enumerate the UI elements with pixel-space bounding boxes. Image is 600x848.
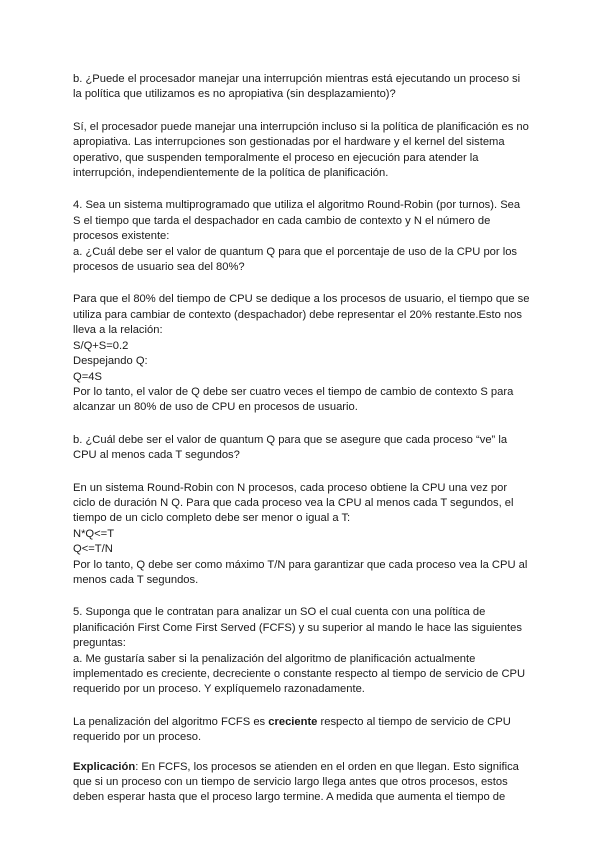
text-line: planificación First Come First Served (FCFS) y su superior al mando le hace las siguientes bbox=[73, 621, 522, 634]
text-line: requerido por un proceso. bbox=[73, 731, 202, 744]
text-line: Por lo tanto, el valor de Q debe ser cuatro veces el tiempo de cambio de contexto S para bbox=[73, 385, 514, 398]
text-line: tiempo de un ciclo completo debe ser menor o igual a T: bbox=[73, 512, 351, 525]
text-line: b. ¿Puede el procesador manejar una interrupción mientras está ejecutando un proceso si bbox=[73, 73, 521, 85]
text-line bbox=[73, 715, 533, 730]
formula: Q=4S bbox=[73, 370, 102, 383]
question-4b-processor bbox=[73, 72, 533, 103]
text-line: ciclo de duración N Q. Para que cada proceso vea la CPU al menos cada T segundos, el bbox=[73, 496, 514, 509]
answer-4b bbox=[73, 481, 533, 589]
text-line: procesos existente: bbox=[73, 230, 170, 243]
answer-4b-processor bbox=[73, 120, 533, 182]
text-line: 4. Sea un sistema multiprogramado que utiliza el algoritmo Round-Robin (por turnos). Sea bbox=[73, 199, 521, 212]
formula: S/Q+S=0.2 bbox=[73, 339, 129, 352]
text-line: b. ¿Cuál debe ser el valor de quantum Q para que se asegure que cada proceso “ve” la bbox=[73, 433, 508, 446]
formula: Q<=T/N bbox=[73, 543, 113, 556]
question-5 bbox=[73, 605, 533, 697]
text-run: : En FCFS, los procesos se atienden en el orden en que llegan. Esto significa bbox=[135, 760, 519, 773]
text-line: a. ¿Cuál debe ser el valor de quantum Q para que el porcentaje de uso de la CPU por los bbox=[73, 245, 518, 258]
text-line: utiliza para cambiar de contexto (despachador) debe representar el 20% restante.Esto nos bbox=[73, 308, 523, 321]
text-line: Sí, el procesador puede manejar una interrupción incluso si la política de planificación es no bbox=[73, 120, 529, 133]
question-4b bbox=[73, 433, 533, 464]
bold-term: creciente bbox=[268, 715, 318, 728]
text-line: S el tiempo que tarda el despachador en cada cambio de contexto y N el número de bbox=[73, 214, 491, 227]
text-line: requerido por un proceso. Y explíquemelo razonadamente. bbox=[73, 683, 365, 696]
explanation bbox=[73, 760, 533, 806]
text-line: la política que utilizamos es no apropiativa (sin desplazamiento)? bbox=[73, 88, 396, 101]
text-line: implementado es creciente, decreciente o constante respecto al tiempo de servicio de CPU bbox=[73, 668, 526, 680]
text-line bbox=[73, 760, 533, 775]
answer-5a bbox=[73, 715, 533, 746]
document-body bbox=[73, 72, 533, 806]
text-line: a. Me gustaría saber si la penalización del algoritmo de planificación actualmente bbox=[73, 652, 476, 665]
text-line: Para que el 80% del tiempo de CPU se dedique a los procesos de usuario, el tiempo que se bbox=[73, 293, 530, 306]
text-line: lleva a la relación: bbox=[73, 324, 163, 337]
formula: N*Q<=T bbox=[73, 527, 115, 540]
text-line: que si un proceso con un tiempo de servicio largo llega antes que otros procesos, estos bbox=[73, 776, 508, 789]
text-line: operativo, que suspenden temporalmente el proceso en ejecución para atender la bbox=[73, 151, 479, 164]
question-4 bbox=[73, 198, 533, 275]
text-line: alcanzar un 80% de uso de CPU en procesos de usuario. bbox=[73, 401, 358, 414]
text-line: 5. Suponga que le contratan para analizar un SO el cual cuenta con una política de bbox=[73, 606, 486, 619]
text-line: interrupción, independientemente de la política de planificación. bbox=[73, 167, 389, 180]
text-line: deben esperar hasta que el proceso largo termine. A medida que aumenta el tiempo de bbox=[73, 791, 506, 804]
text-line: preguntas: bbox=[73, 637, 126, 650]
text-run: La penalización del algoritmo FCFS es bbox=[73, 715, 269, 728]
text-run: respecto al tiempo de servicio de CPU bbox=[317, 715, 511, 728]
text-line: Despejando Q: bbox=[73, 355, 148, 368]
text-line: menos cada T segundos. bbox=[73, 573, 199, 586]
text-line: apropiativa. Las interrupciones son gestionadas por el hardware y el kernel del sistema bbox=[73, 136, 505, 149]
answer-4a bbox=[73, 292, 533, 415]
text-line: En un sistema Round-Robin con N procesos, cada proceso obtiene la CPU una vez por bbox=[73, 481, 508, 494]
text-line: procesos de usuario sea del 80%? bbox=[73, 261, 245, 274]
text-line: CPU al menos cada T segundos? bbox=[73, 449, 240, 462]
text-line: Por lo tanto, Q debe ser como máximo T/N para garantizar que cada proceso vea la CPU al bbox=[73, 558, 528, 571]
explanation-label: Explicación bbox=[73, 760, 136, 773]
